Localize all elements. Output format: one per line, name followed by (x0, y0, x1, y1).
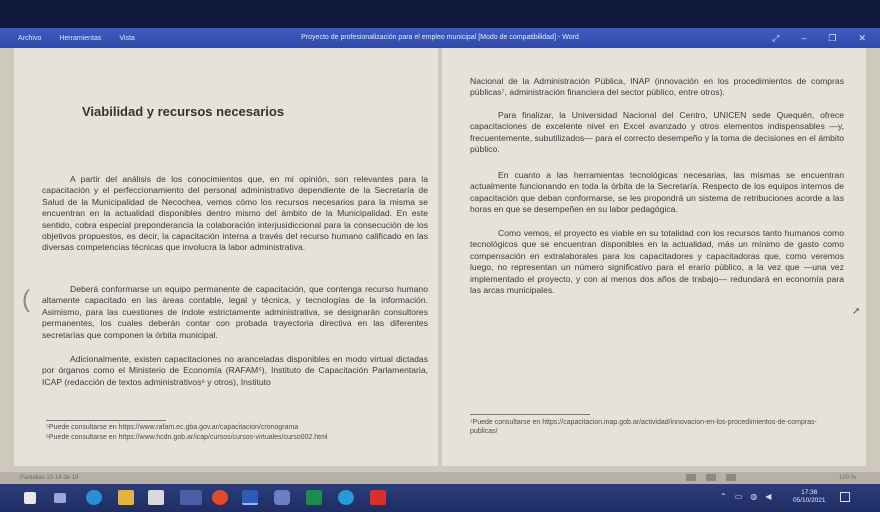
window-controls (772, 28, 866, 48)
chevron-up-icon[interactable]: ⌃ (720, 492, 727, 501)
paragraph: Como vemos, el proyecto es viable en su totalidad con los recursos tanto humanos como tecnológicos que se encuentran disponibles en la actualidad, más un mínimo de gasto como compensación en extralaborales para los capacitadores y capacitadoras que, como veremos luego, no representan un número significativo para el erario público, a la vez que —una vez implementado el proyecto, y con al menos dos años de trabajo— redundará en economía para las arcas municipales. (470, 228, 844, 296)
menu-file[interactable]: Archivo (18, 34, 42, 42)
document-area (0, 48, 880, 472)
footnote-separator (470, 414, 590, 415)
restore-button[interactable]: ❐ (828, 32, 837, 43)
window-title: Proyecto de profesionalización para el empleo municipal [Modo de compatibilidad] - Word (301, 34, 579, 41)
paragraph: En cuanto a las herramientas tecnológicas necesarias, las mismas se encuentran actualmente funcionando en toda la órbita de la Secretaría. Respecto de los equipos internos de capacitación que deban conformarse, se les propondrá un sistema de retribuciones acorde a las horas en que se desempeñen en su labor pedagógica. (470, 170, 844, 215)
minimize-button[interactable]: – (801, 33, 807, 43)
app-icon[interactable] (180, 490, 202, 505)
read-mode-icon[interactable] (686, 474, 696, 481)
footnote: ⁷Puede consultarse en https://capacitacion.inap.gob.ar/actividad/innovacion-en-los-procedimientos-de-compras-publicas/ (470, 419, 817, 435)
title-bar (0, 28, 880, 48)
store-icon[interactable] (148, 490, 164, 505)
mouse-cursor-icon: ➚ (852, 306, 861, 317)
browser-icon[interactable] (338, 490, 354, 505)
network-icon[interactable]: ◍ (750, 492, 758, 501)
screen-bezel (0, 0, 880, 28)
clock[interactable] (793, 489, 826, 505)
system-tray (720, 492, 771, 501)
edge-icon[interactable] (86, 490, 102, 505)
word-icon[interactable] (242, 490, 258, 505)
web-layout-icon[interactable] (726, 474, 736, 481)
menu-tools[interactable]: Herramientas (59, 34, 102, 42)
fullscreen-icon[interactable]: ⤢ (772, 32, 780, 43)
paragraph: Nacional de la Administración Pública, INAP (innovación en los procedimientos de compras públicas⁷, administración financiera del sector público, entre otros). (470, 76, 844, 98)
menu-view[interactable]: Vista (119, 34, 135, 42)
page-nav-left-icon[interactable]: ( (22, 286, 30, 313)
clock-time: 17:36 (801, 489, 818, 496)
chat-icon[interactable] (274, 490, 290, 505)
paragraph: Para finalizar, la Universidad Nacional del Centro, UNICEN sede Quequén, ofrece capacitaciones de excelente nivel en Excel avanzado y otros elementos indispensables —y, frecuentemente, subutilizados— para el correcto desempeño y la toma de decisiones en el ámbito público. (470, 110, 844, 155)
paragraph: Deberá conformarse un equipo permanente de capacitación, que contenga recurso humano altamente capacitado en las áreas contable, legal y técnica, y tecnologías de la información. Asimismo, para las cuestiones de índole estrictamente administrativa, se designarán consultores permanentes, los cuales deberán contar con probada trayectoria directiva en las diferentes secretarías que componen la órbita municipal. (42, 284, 428, 340)
start-button-icon[interactable] (24, 492, 36, 504)
paragraph: Adicionalmente, existen capacitaciones no aranceladas disponibles en modo virtual dictadas por órganos como el Ministerio de Economía (RAFAM⁵), Instituto de Capacitación Parlamentaria, ICAP (redacción de textos administrativos⁶ y otros), Instituto (42, 354, 428, 387)
notification-icon[interactable] (840, 492, 850, 502)
chrome-icon[interactable] (212, 490, 228, 505)
footnote-separator (46, 420, 166, 421)
page-left (14, 48, 438, 466)
footnote: ⁶Puede consultarse en https://www.hcdn.gob.ar/icap/cursos/cursos-virtuales/curso002.html (46, 434, 328, 441)
task-view-icon[interactable] (54, 493, 66, 503)
clock-date: 05/10/2021 (793, 497, 826, 504)
close-button[interactable]: ✕ (858, 32, 866, 43)
status-bar (0, 472, 880, 484)
print-layout-icon[interactable] (706, 474, 716, 481)
excel-icon[interactable] (306, 490, 322, 505)
page-right (442, 48, 866, 466)
footnote: ⁵Puede consultarse en https://www.rafam.ec.gba.gov.ar/capacitacion/cronograma (46, 424, 299, 431)
view-buttons (686, 474, 736, 481)
section-heading: Viabilidad y recursos necesarios (82, 104, 285, 119)
acrobat-icon[interactable] (370, 490, 386, 505)
taskbar (0, 484, 880, 512)
file-explorer-icon[interactable] (118, 490, 134, 505)
speaker-icon[interactable]: ◀ (765, 492, 772, 501)
page-counter: Pantallas 13-14 de 19 (20, 475, 79, 481)
battery-icon[interactable]: ▭ (734, 492, 743, 501)
paragraph: A partir del análisis de los conocimientos que, en mi opinión, son relevantes para la capacitación y el perfeccionamiento del personal administrativo dependiente de la Secretaría de Salud de la Municipalidad de Necochea, vemos cómo los recursos necesarios para la misma se encuentran en la actualidad disponibles dentro mismo del ámbito de la Municipalidad. En este sentido, cobra especial preponderancia la colaboración interjusidiccional para la consecución de los objetivos propuestos, es decir, la capacitación interna a través del recurso humano calificado en las diversas competencias técnicas que involucra la labor administrativa. (42, 174, 428, 253)
zoom-level[interactable]: 100 % (838, 475, 856, 481)
